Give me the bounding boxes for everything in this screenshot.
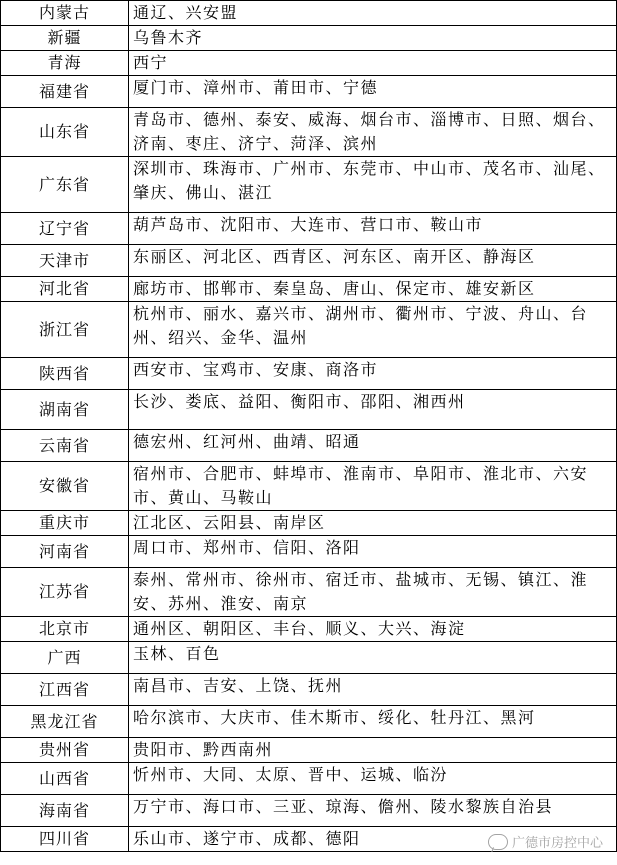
cities-cell: 宿州市、合肥市、蚌埠市、淮南市、阜阳市、淮北市、六安市、黄山、马鞍山 bbox=[129, 462, 617, 511]
cities-cell: 乐山市、遂宁市、成都、德阳 bbox=[129, 827, 617, 852]
province-cell: 重庆市 bbox=[1, 511, 129, 536]
province-cell: 广东省 bbox=[1, 157, 129, 213]
table-row bbox=[1, 26, 617, 51]
table-row bbox=[1, 642, 617, 674]
province-cell: 河北省 bbox=[1, 277, 129, 302]
cities-cell: 深圳市、珠海市、广州市、东莞市、中山市、茂名市、汕尾、肇庆、佛山、湛江 bbox=[129, 157, 617, 213]
province-cell: 贵州省 bbox=[1, 738, 129, 763]
province-cell: 新疆 bbox=[1, 26, 129, 51]
table-row bbox=[1, 108, 617, 157]
table-row bbox=[1, 51, 617, 76]
cities-cell: 江北区、云阳县、南岸区 bbox=[129, 511, 617, 536]
cities-cell: 周口市、郑州市、信阳、洛阳 bbox=[129, 536, 617, 568]
cities-cell: 南昌市、吉安、上饶、抚州 bbox=[129, 674, 617, 706]
table-row bbox=[1, 277, 617, 302]
table-row bbox=[1, 1, 617, 26]
table-row bbox=[1, 568, 617, 617]
table-body bbox=[1, 1, 617, 852]
table-row bbox=[1, 213, 617, 245]
province-cell: 天津市 bbox=[1, 245, 129, 277]
cities-cell: 葫芦岛市、沈阳市、大连市、营口市、鞍山市 bbox=[129, 213, 617, 245]
cities-cell: 厦门市、漳州市、莆田市、宁德 bbox=[129, 76, 617, 108]
watermark-text: 广德市房控中心 bbox=[511, 836, 603, 851]
table-row bbox=[1, 430, 617, 462]
province-cell: 辽宁省 bbox=[1, 213, 129, 245]
cities-cell: 通州区、朝阳区、丰台、顺义、大兴、海淀 bbox=[129, 617, 617, 642]
province-cell: 江西省 bbox=[1, 674, 129, 706]
cities-cell: 忻州市、大同、太原、晋中、运城、临汾 bbox=[129, 763, 617, 795]
province-cell: 福建省 bbox=[1, 76, 129, 108]
province-cell: 河南省 bbox=[1, 536, 129, 568]
table-row bbox=[1, 302, 617, 358]
province-cell: 广西 bbox=[1, 642, 129, 674]
province-cell: 北京市 bbox=[1, 617, 129, 642]
cities-cell: 通辽、兴安盟 bbox=[129, 1, 617, 26]
province-cell: 浙江省 bbox=[1, 302, 129, 358]
province-cell: 海南省 bbox=[1, 795, 129, 827]
cities-cell: 贵阳市、黔西南州 bbox=[129, 738, 617, 763]
watermark bbox=[488, 832, 603, 851]
table-row bbox=[1, 617, 617, 642]
province-cell: 安徽省 bbox=[1, 462, 129, 511]
cities-cell: 杭州市、丽水、嘉兴市、湖州市、衢州市、宁波、舟山、台州、绍兴、金华、温州 bbox=[129, 302, 617, 358]
province-cell: 陕西省 bbox=[1, 358, 129, 390]
cities-cell: 西宁 bbox=[129, 51, 617, 76]
province-cell: 内蒙古 bbox=[1, 1, 129, 26]
province-cell: 山东省 bbox=[1, 108, 129, 157]
table-row bbox=[1, 245, 617, 277]
province-cell: 云南省 bbox=[1, 430, 129, 462]
province-cell: 湖南省 bbox=[1, 390, 129, 430]
cities-cell: 东丽区、河北区、西青区、河东区、南开区、静海区 bbox=[129, 245, 617, 277]
table-row bbox=[1, 76, 617, 108]
cities-cell: 乌鲁木齐 bbox=[129, 26, 617, 51]
cities-cell: 哈尔滨市、大庆市、佳木斯市、绥化、牡丹江、黑河 bbox=[129, 706, 617, 738]
cities-cell: 青岛市、德州、泰安、威海、烟台市、淄博市、日照、烟台、济南、枣庄、济宁、菏泽、滨州 bbox=[129, 108, 617, 157]
cities-cell: 泰州、常州市、徐州市、宿迁市、盐城市、无锡、镇江、淮安、苏州、淮安、南京 bbox=[129, 568, 617, 617]
cities-cell: 万宁市、海口市、三亚、琼海、儋州、陵水黎族自治县 bbox=[129, 795, 617, 827]
table-row bbox=[1, 674, 617, 706]
chat-bubble-icon bbox=[488, 834, 508, 850]
cities-cell: 长沙、娄底、益阳、衡阳市、邵阳、湘西州 bbox=[129, 390, 617, 430]
province-cell: 黑龙江省 bbox=[1, 706, 129, 738]
table-row bbox=[1, 763, 617, 795]
table-row bbox=[1, 795, 617, 827]
table-row bbox=[1, 157, 617, 213]
province-cell: 江苏省 bbox=[1, 568, 129, 617]
cities-cell: 廊坊市、邯郸市、秦皇岛、唐山、保定市、雄安新区 bbox=[129, 277, 617, 302]
cities-cell: 玉林、百色 bbox=[129, 642, 617, 674]
table-row bbox=[1, 358, 617, 390]
cities-cell: 西安市、宝鸡市、安康、商洛市 bbox=[129, 358, 617, 390]
table-row bbox=[1, 738, 617, 763]
table-row bbox=[1, 706, 617, 738]
province-cell: 四川省 bbox=[1, 827, 129, 852]
cities-cell: 德宏州、红河州、曲靖、昭通 bbox=[129, 430, 617, 462]
province-cell: 青海 bbox=[1, 51, 129, 76]
table-row bbox=[1, 511, 617, 536]
table-row bbox=[1, 462, 617, 511]
table-row bbox=[1, 390, 617, 430]
province-cell: 山西省 bbox=[1, 763, 129, 795]
table-row bbox=[1, 536, 617, 568]
